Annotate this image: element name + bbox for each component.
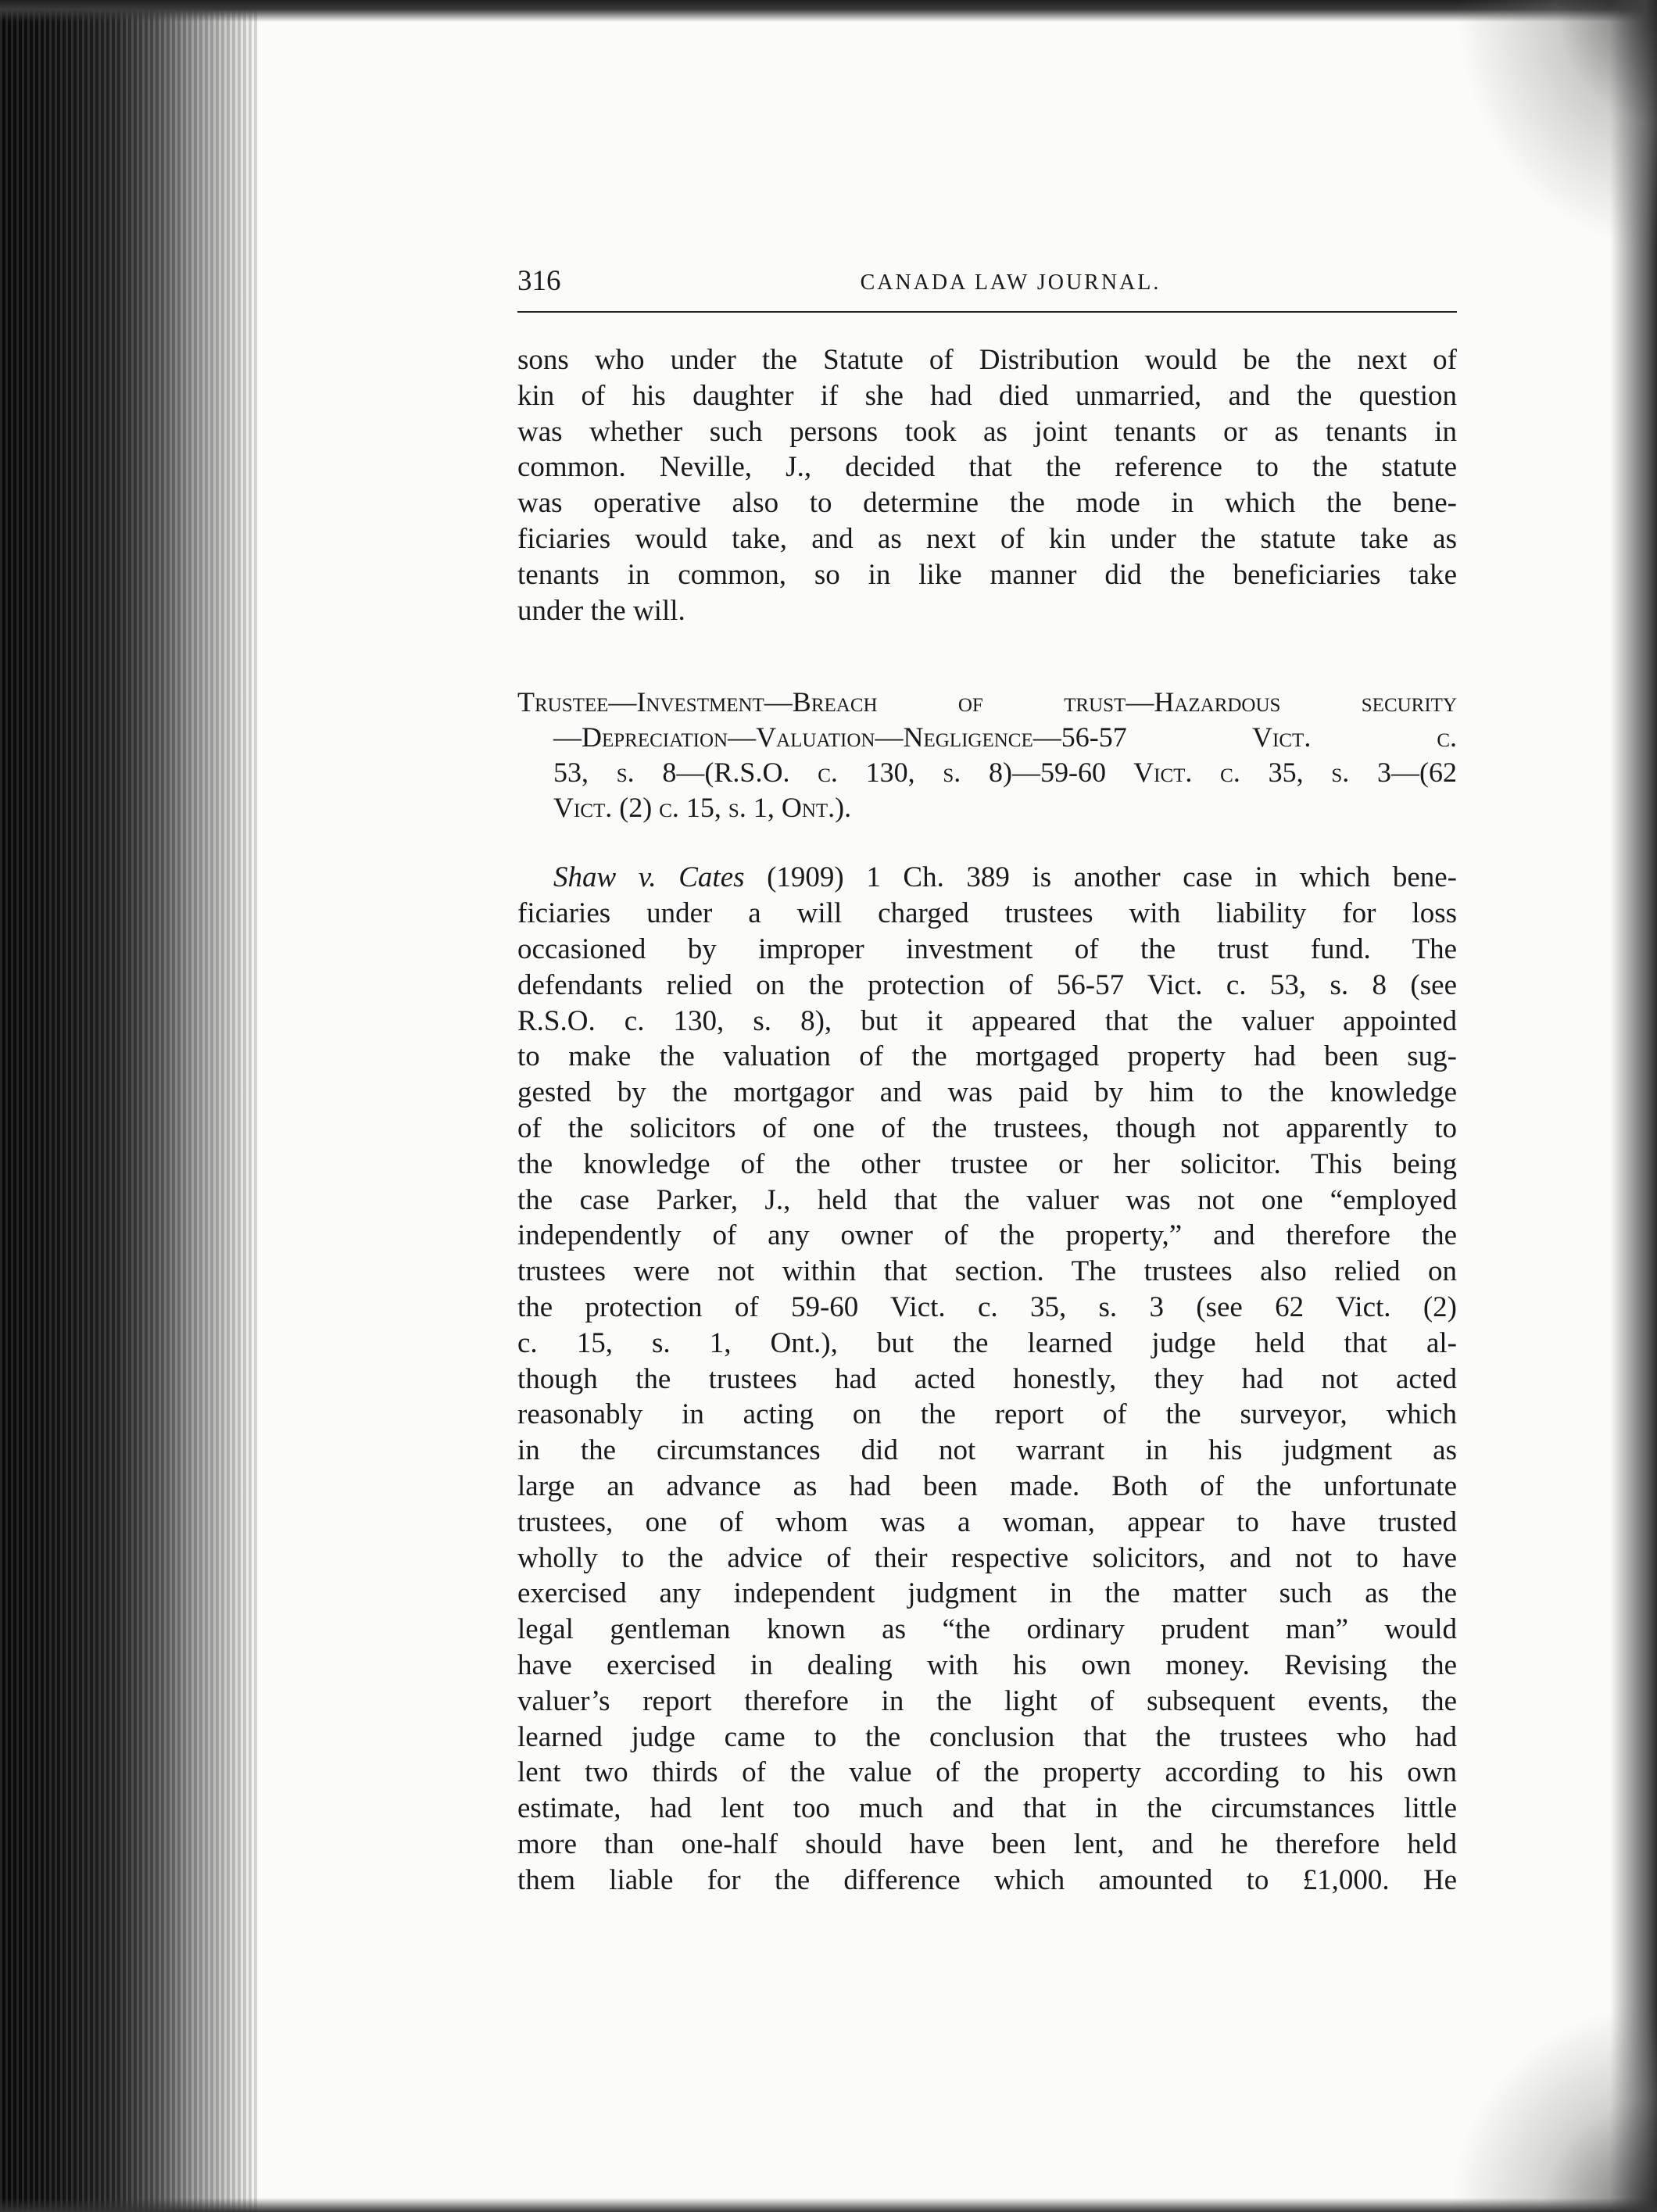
text-line: ficiaries under a will charged trustees with liability for loss	[517, 897, 1457, 930]
text-line: sons who under the Statute of Distribution would be the next of	[517, 344, 1457, 376]
text-line: wholly to the advice of their respective solicitors, and not to have	[517, 1541, 1457, 1574]
text-line: R.S.O. c. 130, s. 8), but it appeared that the valuer appointed	[517, 1004, 1457, 1037]
text-line: more than one-half should have been lent, and he therefore held	[517, 1827, 1457, 1860]
headnote-line: Vict. (2) c. 15, s. 1, Ont.).	[553, 792, 852, 824]
scan-corner-shade-top-right	[1454, 0, 1657, 250]
text-line: independently of any owner of the property,” and therefore the	[517, 1219, 1457, 1252]
text-line: valuer’s report therefore in the light of subsequent events, the	[517, 1684, 1457, 1717]
text-line: large an advance as had been made. Both of the unfortunate	[517, 1469, 1457, 1502]
text-line: trustees were not within that section. The trustees also relied on	[517, 1255, 1457, 1288]
paragraph-shaw-v-cates	[517, 860, 1457, 1898]
text-line: occasioned by improper investment of the trust fund. The	[517, 932, 1457, 965]
text-line: have exercised in dealing with his own money. Revising the	[517, 1648, 1457, 1681]
text-line: kin of his daughter if she had died unmarried, and the question	[517, 379, 1457, 412]
text-line: though the trustees had acted honestly, they had not acted	[517, 1362, 1457, 1395]
headnote-line: 53, s. 8—(R.S.O. c. 130, s. 8)—59-60 Vict. c. 35, s. 3—(62	[553, 757, 1457, 789]
headnote-line: —Depreciation—Valuation—Negligence—56-57 Vict. c.	[553, 721, 1457, 753]
text-line: the case Parker, J., held that the valuer was not one “employed	[517, 1183, 1457, 1216]
text-line: common. Neville, J., decided that the reference to the statute	[517, 451, 1457, 484]
header-rule	[517, 311, 1457, 313]
scan-bottom-edge	[0, 2198, 1657, 2212]
text-line: was whether such persons took as joint tenants or as tenants in	[517, 415, 1457, 448]
scan-binding-shadow	[0, 0, 258, 2212]
text-line: lent two thirds of the value of the property according to his own	[517, 1756, 1457, 1789]
case-headnote	[517, 685, 1457, 825]
text-line: learned judge came to the conclusion that the trustees who had	[517, 1720, 1457, 1753]
page-content	[517, 263, 1457, 1898]
text-line	[517, 860, 1457, 896]
paragraph-continuation	[517, 342, 1457, 628]
text-line: the protection of 59-60 Vict. c. 35, s. 3 (see 62 Vict. (2)	[517, 1290, 1457, 1323]
text-line-rest: (1909) 1 Ch. 389 is another case in which bene-	[744, 861, 1457, 894]
text-line: defendants relied on the protection of 56-57 Vict. c. 53, s. 8 (see	[517, 968, 1457, 1001]
text-line: exercised any independent judgment in the matter such as the	[517, 1577, 1457, 1610]
journal-title: CANADA LAW JOURNAL.	[860, 270, 1161, 295]
text-line: ficiaries would take, and as next of kin under the statute take as	[517, 522, 1457, 555]
scan-corner-shade-bottom-right	[1454, 2009, 1657, 2212]
text-line: c. 15, s. 1, Ont.), but the learned judge held that al-	[517, 1326, 1457, 1359]
scan-right-edge	[1610, 0, 1657, 2212]
text-line: was operative also to determine the mode in which the bene-	[517, 487, 1457, 520]
text-line: in the circumstances did not warrant in his judgment as	[517, 1434, 1457, 1467]
headnote-line: Trustee—Investment—Breach of trust—Hazardous security	[517, 686, 1457, 718]
scan-top-edge	[0, 0, 1657, 22]
page-number: 316	[517, 265, 561, 297]
case-name: Shaw v. Cates	[553, 861, 745, 894]
text-line: to make the valuation of the mortgaged property had been sug-	[517, 1040, 1457, 1073]
text-line: them liable for the difference which amounted to £1,000. He	[517, 1863, 1457, 1896]
text-line: trustees, one of whom was a woman, appear to have trusted	[517, 1505, 1457, 1538]
text-line: reasonably in acting on the report of the surveyor, which	[517, 1398, 1457, 1431]
text-line: legal gentleman known as “the ordinary prudent man” would	[517, 1613, 1457, 1646]
text-line: under the will.	[517, 594, 685, 627]
text-line: of the solicitors of one of the trustees, though not apparently to	[517, 1111, 1457, 1144]
text-line: gested by the mortgagor and was paid by him to the knowledge	[517, 1076, 1457, 1109]
text-line: estimate, had lent too much and that in the circumstances little	[517, 1792, 1457, 1825]
text-line: the knowledge of the other trustee or her solicitor. This being	[517, 1147, 1457, 1180]
running-head	[517, 263, 1457, 306]
text-line: tenants in common, so in like manner did the beneficiaries take	[517, 558, 1457, 591]
